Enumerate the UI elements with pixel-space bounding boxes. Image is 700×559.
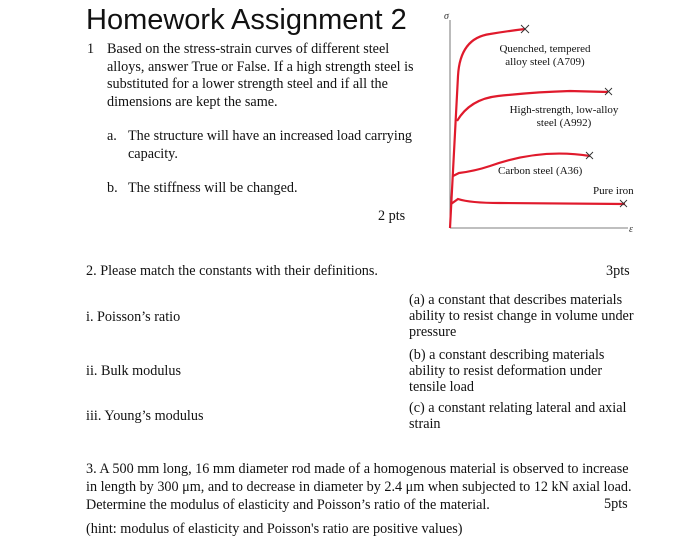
label-a36: Carbon steel (A36) (498, 165, 583, 177)
q1-number: 1 (87, 41, 95, 57)
q2-definition-b: (b) a constant describing materials ability to resist deformation under tensile load (409, 347, 605, 395)
q3-text: 3. A 500 mm long, 16 mm diameter rod made of a homogenous material is observed to increase in length by 300 μm, and to decrease in diameter by 2.4 μm when subjected to 12 kN axial load. Determine the modulus of elasticity and Poisson’s ratio of the material. (86, 461, 632, 513)
q2-term-2: ii. Bulk modulus (86, 363, 181, 379)
label-pure-iron: Pure iron (593, 185, 634, 197)
q1-a-text: The structure will have an increased load carrying capacity. (128, 128, 413, 162)
page-title: Homework Assignment 2 (86, 4, 407, 36)
curve-pure-iron (451, 199, 625, 204)
q2-term-3: iii. Young’s modulus (86, 408, 204, 424)
q2-definition-a: (a) a constant that describes materials ability to resist change in volume under pressure (409, 292, 634, 340)
q1-text: Based on the stress-strain curves of different steel alloys, answer True or False. If a high strength steel is substituted for a lower strength steel and if all the dimensions are kept the same. (107, 41, 414, 110)
q1-b-label: b. (107, 180, 118, 196)
q3-hint: (hint: modulus of elasticity and Poisson's ratio are positive values) (86, 521, 463, 537)
x-axis-symbol: ε (629, 224, 633, 235)
q2-term-1: i. Poisson’s ratio (86, 309, 181, 325)
q1-b-text: The stiffness will be changed. (128, 180, 298, 196)
q2-points: 3pts (606, 263, 630, 279)
q2-prompt: 2. Please match the constants with their definitions. (86, 263, 378, 279)
y-axis-symbol: σ (444, 11, 449, 22)
q1-a-label: a. (107, 128, 117, 144)
label-a709: Quenched, tempered alloy steel (A709) (499, 43, 591, 68)
q3-points: 5pts (604, 496, 628, 512)
q2-definition-c: (c) a constant relating lateral and axial strain (409, 400, 627, 432)
q1-points: 2 pts (378, 208, 406, 224)
label-a992: High-strength, low-alloy steel (A992) (509, 104, 619, 129)
